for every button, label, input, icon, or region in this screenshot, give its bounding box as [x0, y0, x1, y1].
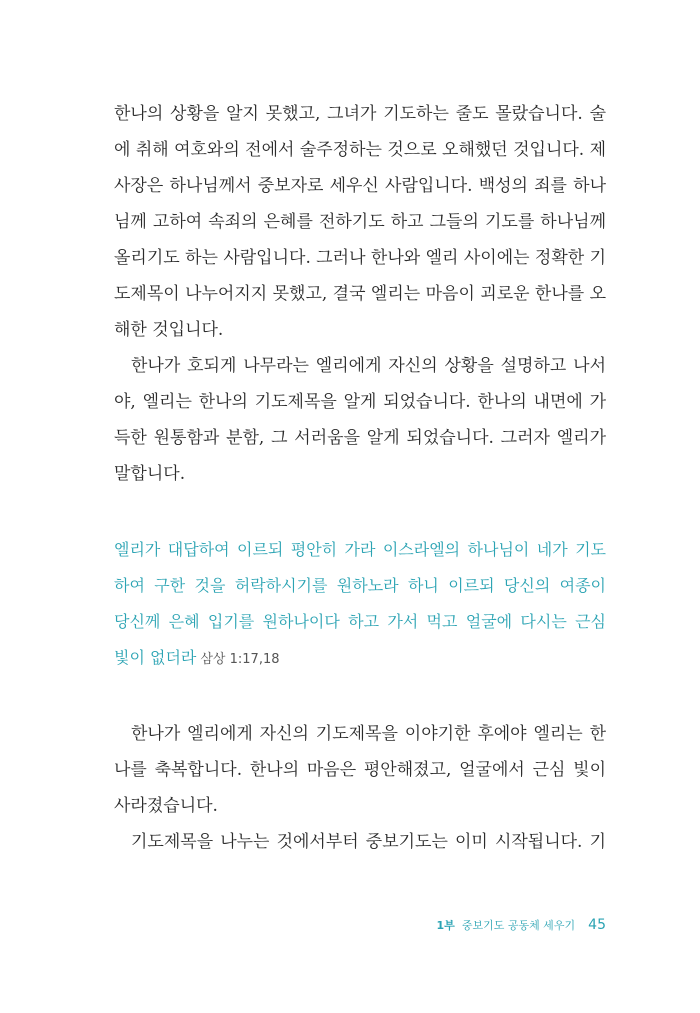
text-line: 사라졌습니다. — [114, 796, 218, 816]
text-line: 도제목이 나누어지지 못했고, 결국 엘리는 마음이 괴로운 한나를 오 — [114, 284, 607, 304]
paragraph-4 — [114, 824, 606, 860]
paragraph-1 — [114, 96, 606, 348]
quote-line: 당신께 은혜 입기를 원하나이다 하고 가서 먹고 얼굴에 다시는 근심 — [114, 612, 606, 631]
text-line: 해한 것입니다. — [114, 320, 224, 340]
paragraph-2 — [114, 348, 606, 492]
text-line: 올리기도 하는 사람입니다. 그러나 한나와 엘리 사이에는 정확한 기 — [114, 248, 607, 268]
paragraph-3 — [114, 716, 606, 824]
footer-part-label: 1부 — [436, 919, 455, 932]
text-line: 님께 고하여 속죄의 은혜를 전하기도 하고 그들의 기도를 하나님께 — [114, 212, 606, 232]
quote-last-line — [114, 640, 606, 676]
quote-line: 빛이 없더라 — [114, 648, 197, 667]
text-line: 에 취해 여호와의 전에서 술주정하는 것으로 오해했던 것입니다. 제 — [114, 140, 607, 160]
text-line: 한나가 엘리에게 자신의 기도제목을 이야기한 후에야 엘리는 한 — [131, 724, 606, 744]
scripture-quote — [114, 532, 606, 676]
footer-section-title: 중보기도 공동체 세우기 — [461, 919, 576, 932]
page-number: 45 — [588, 917, 606, 933]
quote-line: 하여 구한 것을 허락하시기를 원하노라 하니 이르되 당신의 여종이 — [114, 576, 606, 595]
text-line: 한나가 호되게 나무라는 엘리에게 자신의 상황을 설명하고 나서 — [131, 356, 606, 376]
running-footer — [436, 914, 606, 933]
text-line: 사장은 하나님께서 중보자로 세우신 사람입니다. 백성의 죄를 하나 — [114, 176, 606, 196]
text-line: 한나의 상황을 알지 못했고, 그녀가 기도하는 줄도 몰랐습니다. 술 — [114, 104, 606, 124]
quote-line: 엘리가 대답하여 이르되 평안히 가라 이스라엘의 하나님이 네가 기도 — [114, 540, 606, 559]
scripture-reference: 삼상 1:17,18 — [200, 652, 280, 667]
text-line: 득한 원통함과 분함, 그 서러움을 알게 되었습니다. 그러자 엘리가 — [114, 428, 606, 448]
text-line: 기도제목을 나누는 것에서부터 중보기도는 이미 시작됩니다. 기 — [131, 832, 606, 852]
text-line: 야, 엘리는 한나의 기도제목을 알게 되었습니다. 한나의 내면에 가 — [114, 392, 606, 412]
text-line: 나를 축복합니다. 한나의 마음은 평안해졌고, 얼굴에서 근심 빛이 — [114, 760, 606, 780]
text-line: 말합니다. — [114, 464, 186, 484]
